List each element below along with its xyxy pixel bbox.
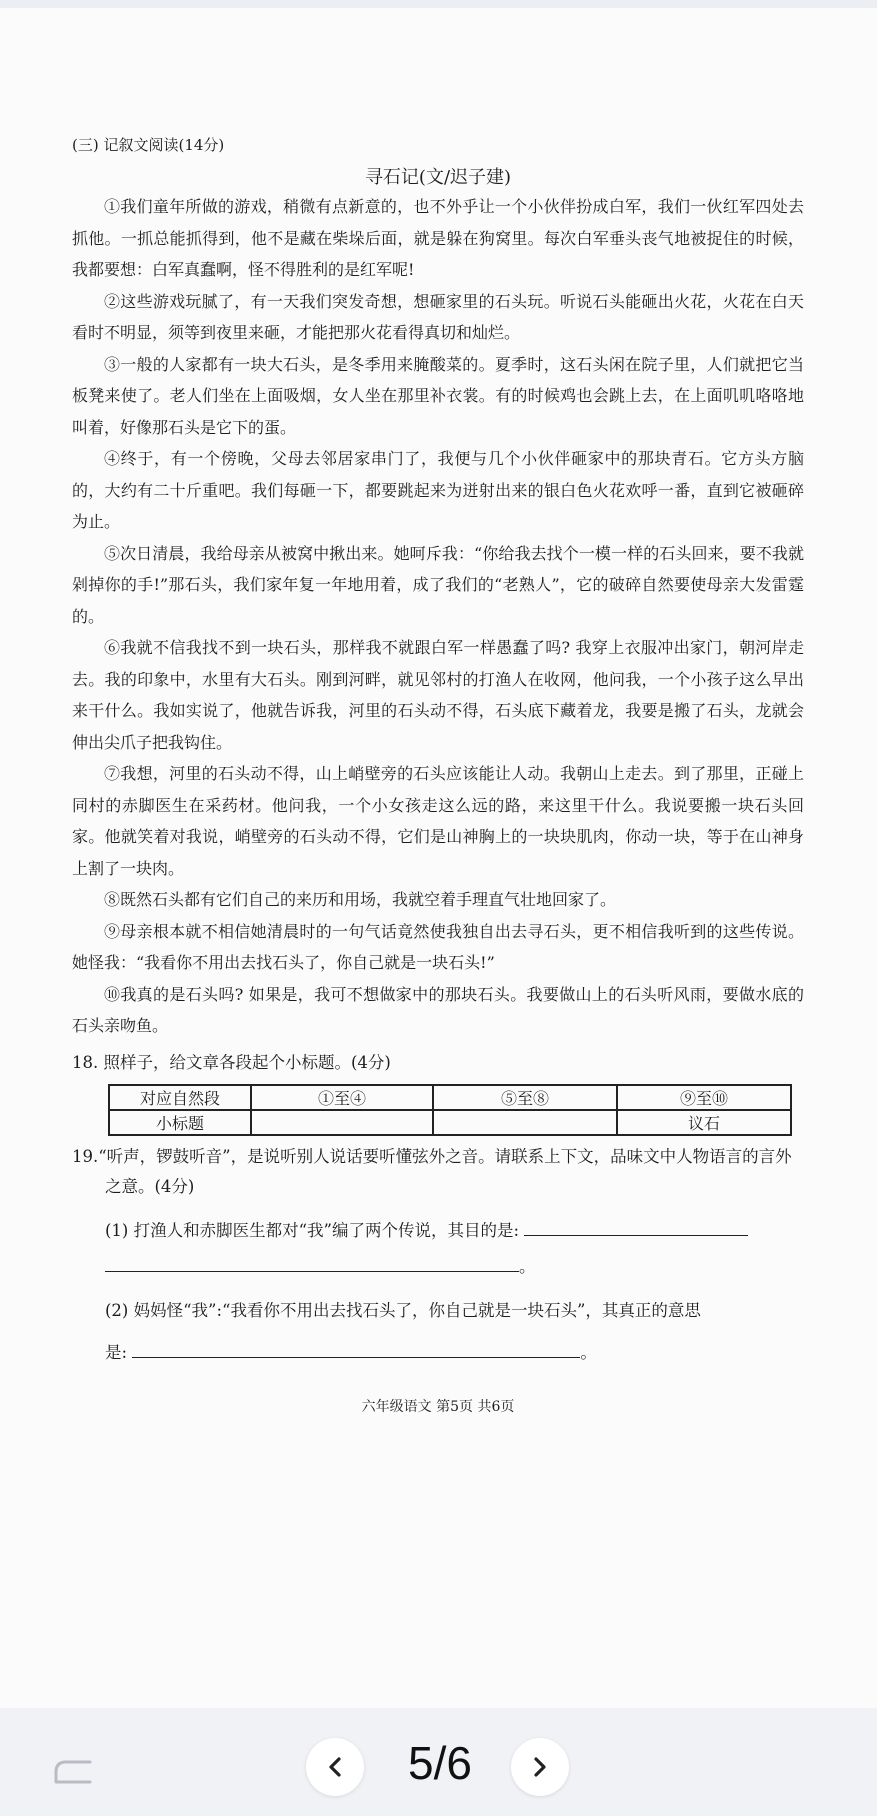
subtitle-table: [108, 1084, 792, 1136]
q19-2-end: 。: [580, 1342, 597, 1362]
q19-2-prompt: 是:: [105, 1342, 128, 1362]
q19-1-prompt: (1) 打渔人和赤脚医生都对“我”编了两个传说，其目的是:: [105, 1220, 520, 1240]
table-cell: 对应自然段: [109, 1085, 251, 1110]
table-row: [109, 1110, 791, 1135]
viewer-toolbar: [0, 1708, 877, 1816]
question-18: 18. 照样子，给文章各段起个小标题。(4分): [72, 1052, 391, 1072]
paragraph-9: ⑨母亲根本就不相信她清晨时的一句气话竟然使我独自出去寻石头，更不相信我听到的这些传说。她怪我：“我看你不用出去找石头了，你自己就是一块石头!”: [72, 921, 804, 972]
answer-blank[interactable]: [105, 1253, 519, 1272]
answer-cell[interactable]: [251, 1110, 433, 1135]
paragraph-6: ⑥我就不信我找不到一块石头，那样我不就跟白军一样愚蠢了吗? 我穿上衣服冲出家门，朝河岸走去。我的印象中，水里有大石头。刚到河畔，就见邻村的打渔人在收网，他问我，一个小孩子这么早出来干什么。我如实说了，他就告诉我，河里的石头动不得，石头底下藏着龙，我要是搬了石头，龙就会伸出尖爪子把我钩住。: [72, 638, 804, 752]
previous-page-button[interactable]: [306, 1738, 364, 1796]
top-status-strip: [0, 0, 877, 8]
paragraph-1: ①我们童年所做的游戏，稍微有点新意的，也不外乎让一个小伙伴扮成白军，我们一伙红军四处去抓他。一抓总能抓得到，他不是藏在柴垛后面，就是躲在狗窝里。每次白军垂头丧气地被捉住的时候，我都要想：白军真蠢啊，怪不得胜利的是红军呢!: [72, 197, 804, 279]
answer-blank[interactable]: [524, 1217, 748, 1236]
chevron-right-icon: [532, 1756, 548, 1778]
question-19-part-2-cont: [72, 1338, 804, 1368]
paragraph-10: ⑩我真的是石头吗? 如果是，我可不想做家中的那块石头。我要做山上的石头听风雨，要做水底的石头亲吻鱼。: [72, 984, 804, 1035]
question-19-part-1-cont: [72, 1252, 804, 1282]
q19-1-end: 。: [519, 1256, 536, 1276]
paragraph-7: ⑦我想，河里的石头动不得，山上峭壁旁的石头应该能让人动。我朝山上走去。到了那里，正碰上同村的赤脚医生在采药材。他问我，一个小女孩走这么远的路，来这里干什么。我说要搬一块石头回家。他就笑着对我说，峭壁旁的石头动不得，它们是山神胸上的一块块肌肉，你动一块，等于在山神身上割了一块肉。: [72, 764, 804, 878]
question-19: 19.“听声，锣鼓听音”，是说听别人说话要听懂弦外之音。请联系上下文，品味文中人物语言的言外之意。(4分): [72, 1146, 792, 1196]
question-19-part-2: (2) 妈妈怪“我”:“我看你不用出去找石头了，你自己就是一块石头”，其真正的意思: [105, 1300, 701, 1320]
paragraph-8: ⑧既然石头都有它们自己的来历和用场，我就空着手理直气壮地回家了。: [104, 890, 617, 909]
table-row: [109, 1085, 791, 1110]
paragraph-3: ③一般的人家都有一块大石头，是冬季用来腌酸菜的。夏季时，这石头闲在院子里，人们就把它当板凳来使了。老人们坐在上面吸烟，女人坐在那里补衣裳。有的时候鸡也会跳上去，在上面叽叽咯咯地叫着，好像那石头是它下的蛋。: [72, 354, 804, 437]
section-title: (三) 记叙文阅读(14分): [72, 136, 225, 154]
paragraph-5: ⑤次日清晨，我给母亲从被窝中揪出来。她呵斥我：“你给我去找个一模一样的石头回来，要不我就剁掉你的手!”那石头，我们家年复一年地用着，成了我们的“老熟人”，它的破碎自然要使母亲大发雷霆的。: [72, 543, 804, 626]
page-footer: 六年级语文 第5页 共6页: [361, 1398, 515, 1415]
next-page-button[interactable]: [511, 1738, 569, 1796]
table-cell: ⑨至⑩: [617, 1085, 791, 1110]
chevron-left-icon: [327, 1756, 343, 1778]
answer-cell[interactable]: [433, 1110, 617, 1135]
table-cell: 小标题: [109, 1110, 251, 1135]
table-cell: ①至④: [251, 1085, 433, 1110]
answer-blank[interactable]: [132, 1339, 580, 1358]
article-title: 寻石记(文/迟子建): [364, 167, 512, 188]
question-19-part-1: [72, 1216, 804, 1246]
table-cell: ⑤至⑧: [433, 1085, 617, 1110]
rotate-icon[interactable]: [50, 1756, 94, 1786]
page-indicator: 5/6: [408, 1737, 472, 1789]
page-content: [72, 134, 804, 1416]
table-cell: 议石: [617, 1110, 791, 1135]
paragraph-2: ②这些游戏玩腻了，有一天我们突发奇想，想砸家里的石头玩。听说石头能砸出火花，火花在白天看时不明显，须等到夜里来砸，才能把那火花看得真切和灿烂。: [72, 291, 804, 342]
paragraph-4: ④终于，有一个傍晚，父母去邻居家串门了，我便与几个小伙伴砸家中的那块青石。它方头方脑的，大约有二十斤重吧。我们每砸一下，都要跳起来为迸射出来的银白色火花欢呼一番，直到它被砸碎为止。: [72, 449, 804, 531]
document-page: [0, 8, 877, 1708]
